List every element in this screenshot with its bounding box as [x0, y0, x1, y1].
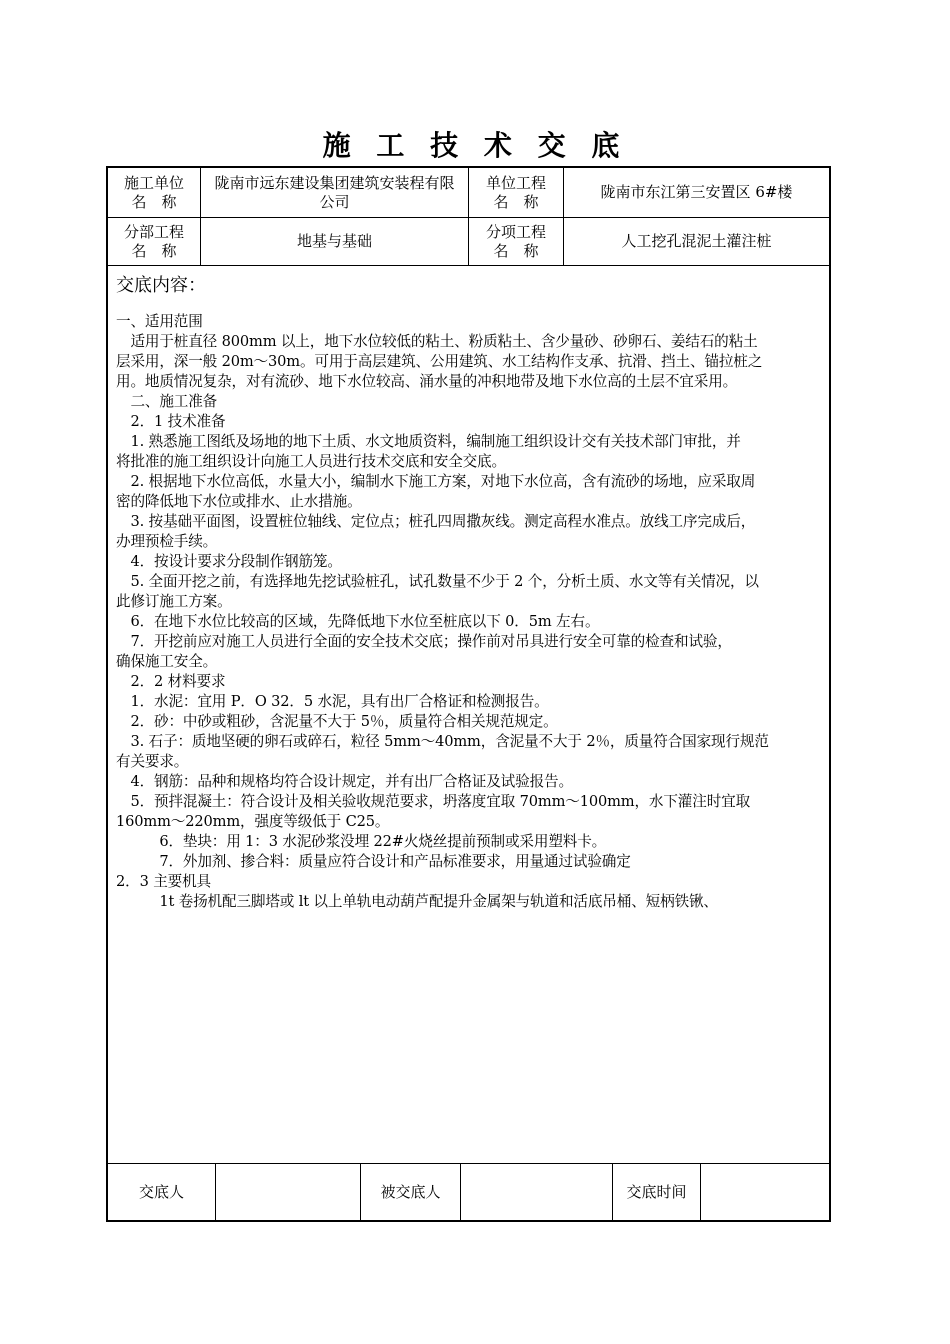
- content-line: 一、适用范围: [116, 313, 203, 330]
- content-heading: 交底内容：: [116, 275, 206, 296]
- receiver-label: 被交底人: [361, 1164, 461, 1220]
- content-line: 2．砂：中砂或粗砂，含泥量不大于 5％，质量符合相关规范规定。: [116, 713, 558, 730]
- presenter-label: 交底人: [108, 1164, 216, 1220]
- signature-row: [108, 1163, 829, 1220]
- content-line: 2．3 主要机具: [116, 873, 211, 890]
- handover-content: [108, 266, 829, 1163]
- receiver-field[interactable]: [461, 1164, 613, 1220]
- content-line: 有关要求。: [116, 753, 189, 770]
- content-line: 确保施工安全。: [116, 653, 218, 670]
- content-line: 6．在地下水位比较高的区域，先降低地下水位至桩底以下 0．5m 左右。: [116, 613, 600, 630]
- header-row-1: [108, 168, 829, 218]
- document-title: 施 工 技 术 交 底: [322, 129, 628, 162]
- content-line: 2. 根据地下水位高低，水量大小，编制水下施工方案，对地下水位高，含有流砂的场地，应采取周: [116, 473, 756, 490]
- content-line: 5. 全面开挖之前，有选择地先挖试验桩孔，试孔数量不少于 2 个，分析土质、水文等有关情况，以: [116, 573, 759, 590]
- content-lines: [116, 312, 821, 912]
- header-row-2: [108, 218, 829, 266]
- time-label: 交底时间: [613, 1164, 701, 1220]
- content-line: 2．2 材料要求: [116, 673, 226, 690]
- content-line: 6．垫块：用 1：3 水泥砂浆没埋 22#火烧丝提前预制或采用塑料卡。: [116, 833, 607, 850]
- content-line: 1．水泥：宜用 P．O 32．5 水泥，具有出厂合格证和检测报告。: [116, 693, 549, 710]
- content-line: 4．按设计要求分段制作钢筋笼。: [116, 553, 342, 570]
- content-line: 层采用，深一般 20m～30m。可用于高层建筑、公用建筑、水工结构作支承、抗滑、挡土、锚拉桩之: [116, 353, 763, 370]
- content-line: 1. 熟悉施工图纸及场地的地下土质、水文地质资料，编制施工组织设计交有关技术部门审批，并: [116, 433, 741, 450]
- content-line: 办理预检手续。: [116, 533, 218, 550]
- project-label: 单位工程 名 称: [469, 168, 564, 217]
- unit-value: 陇南市远东建设集团建筑安装程有限公司: [201, 168, 469, 217]
- division-value: 地基与基础: [201, 218, 469, 265]
- content-line: 4．钢筋：品种和规格均符合设计规定，并有出厂合格证及试验报告。: [116, 773, 573, 790]
- content-line: 7．外加剂、掺合料：质量应符合设计和产品标准要求，用量通过试验确定: [116, 853, 631, 870]
- presenter-field[interactable]: [216, 1164, 361, 1220]
- content-line: 5．预拌混凝土：符合设计及相关验收规范要求，坍落度宜取 70mm～100mm，水下灌注时宜取: [116, 793, 751, 810]
- project-value: 陇南市东江第三安置区 6#楼: [600, 183, 793, 201]
- unit-label: 施工单位 名 称: [108, 168, 201, 217]
- handover-form: [106, 166, 831, 1222]
- subitem-value: 人工挖孔混泥土灌注桩: [621, 232, 772, 250]
- content-line: 二、施工准备: [116, 393, 218, 410]
- content-line: 此修订施工方案。: [116, 593, 232, 610]
- division-label: 分部工程 名 称: [108, 218, 201, 265]
- content-line: 3. 按基础平面图，设置桩位轴线、定位点；桩孔四周撒灰线。测定高程水准点。放线工序完成后，: [116, 513, 756, 530]
- content-line: 2．1 技术准备: [116, 413, 226, 430]
- content-line: 适用于桩直径 800mm 以上，地下水位较低的粘土、粉质粘土、含少量砂、砂卵石、姜结石的粘土: [116, 333, 758, 350]
- content-line: 密的降低地下水位或排水、止水措施。: [116, 493, 362, 510]
- content-line: 用。地质情况复杂，对有流砂、地下水位较高、涌水量的冲积地带及地下水位高的土层不宜采用。: [116, 373, 738, 390]
- content-line: 160mm～220mm，强度等级低于 C25。: [116, 813, 390, 830]
- subitem-label: 分项工程 名 称: [469, 218, 564, 265]
- content-line: 7．开挖前应对施工人员进行全面的安全技术交底；操作前对吊具进行安全可靠的检查和试验，: [116, 633, 732, 650]
- time-field[interactable]: [701, 1164, 829, 1220]
- content-line: 1t 卷扬机配三脚塔或 lt 以上单轨电动葫芦配提升金属架与轨道和活底吊桶、短柄铁锹、: [116, 893, 718, 910]
- content-line: 3. 石子：质地坚硬的卵石或碎石，粒径 5mm～40mm，含泥量不大于 2％，质量符合国家现行规范: [116, 733, 769, 750]
- content-line: 将批准的施工组织设计向施工人员进行技术交底和安全交底。: [116, 453, 506, 470]
